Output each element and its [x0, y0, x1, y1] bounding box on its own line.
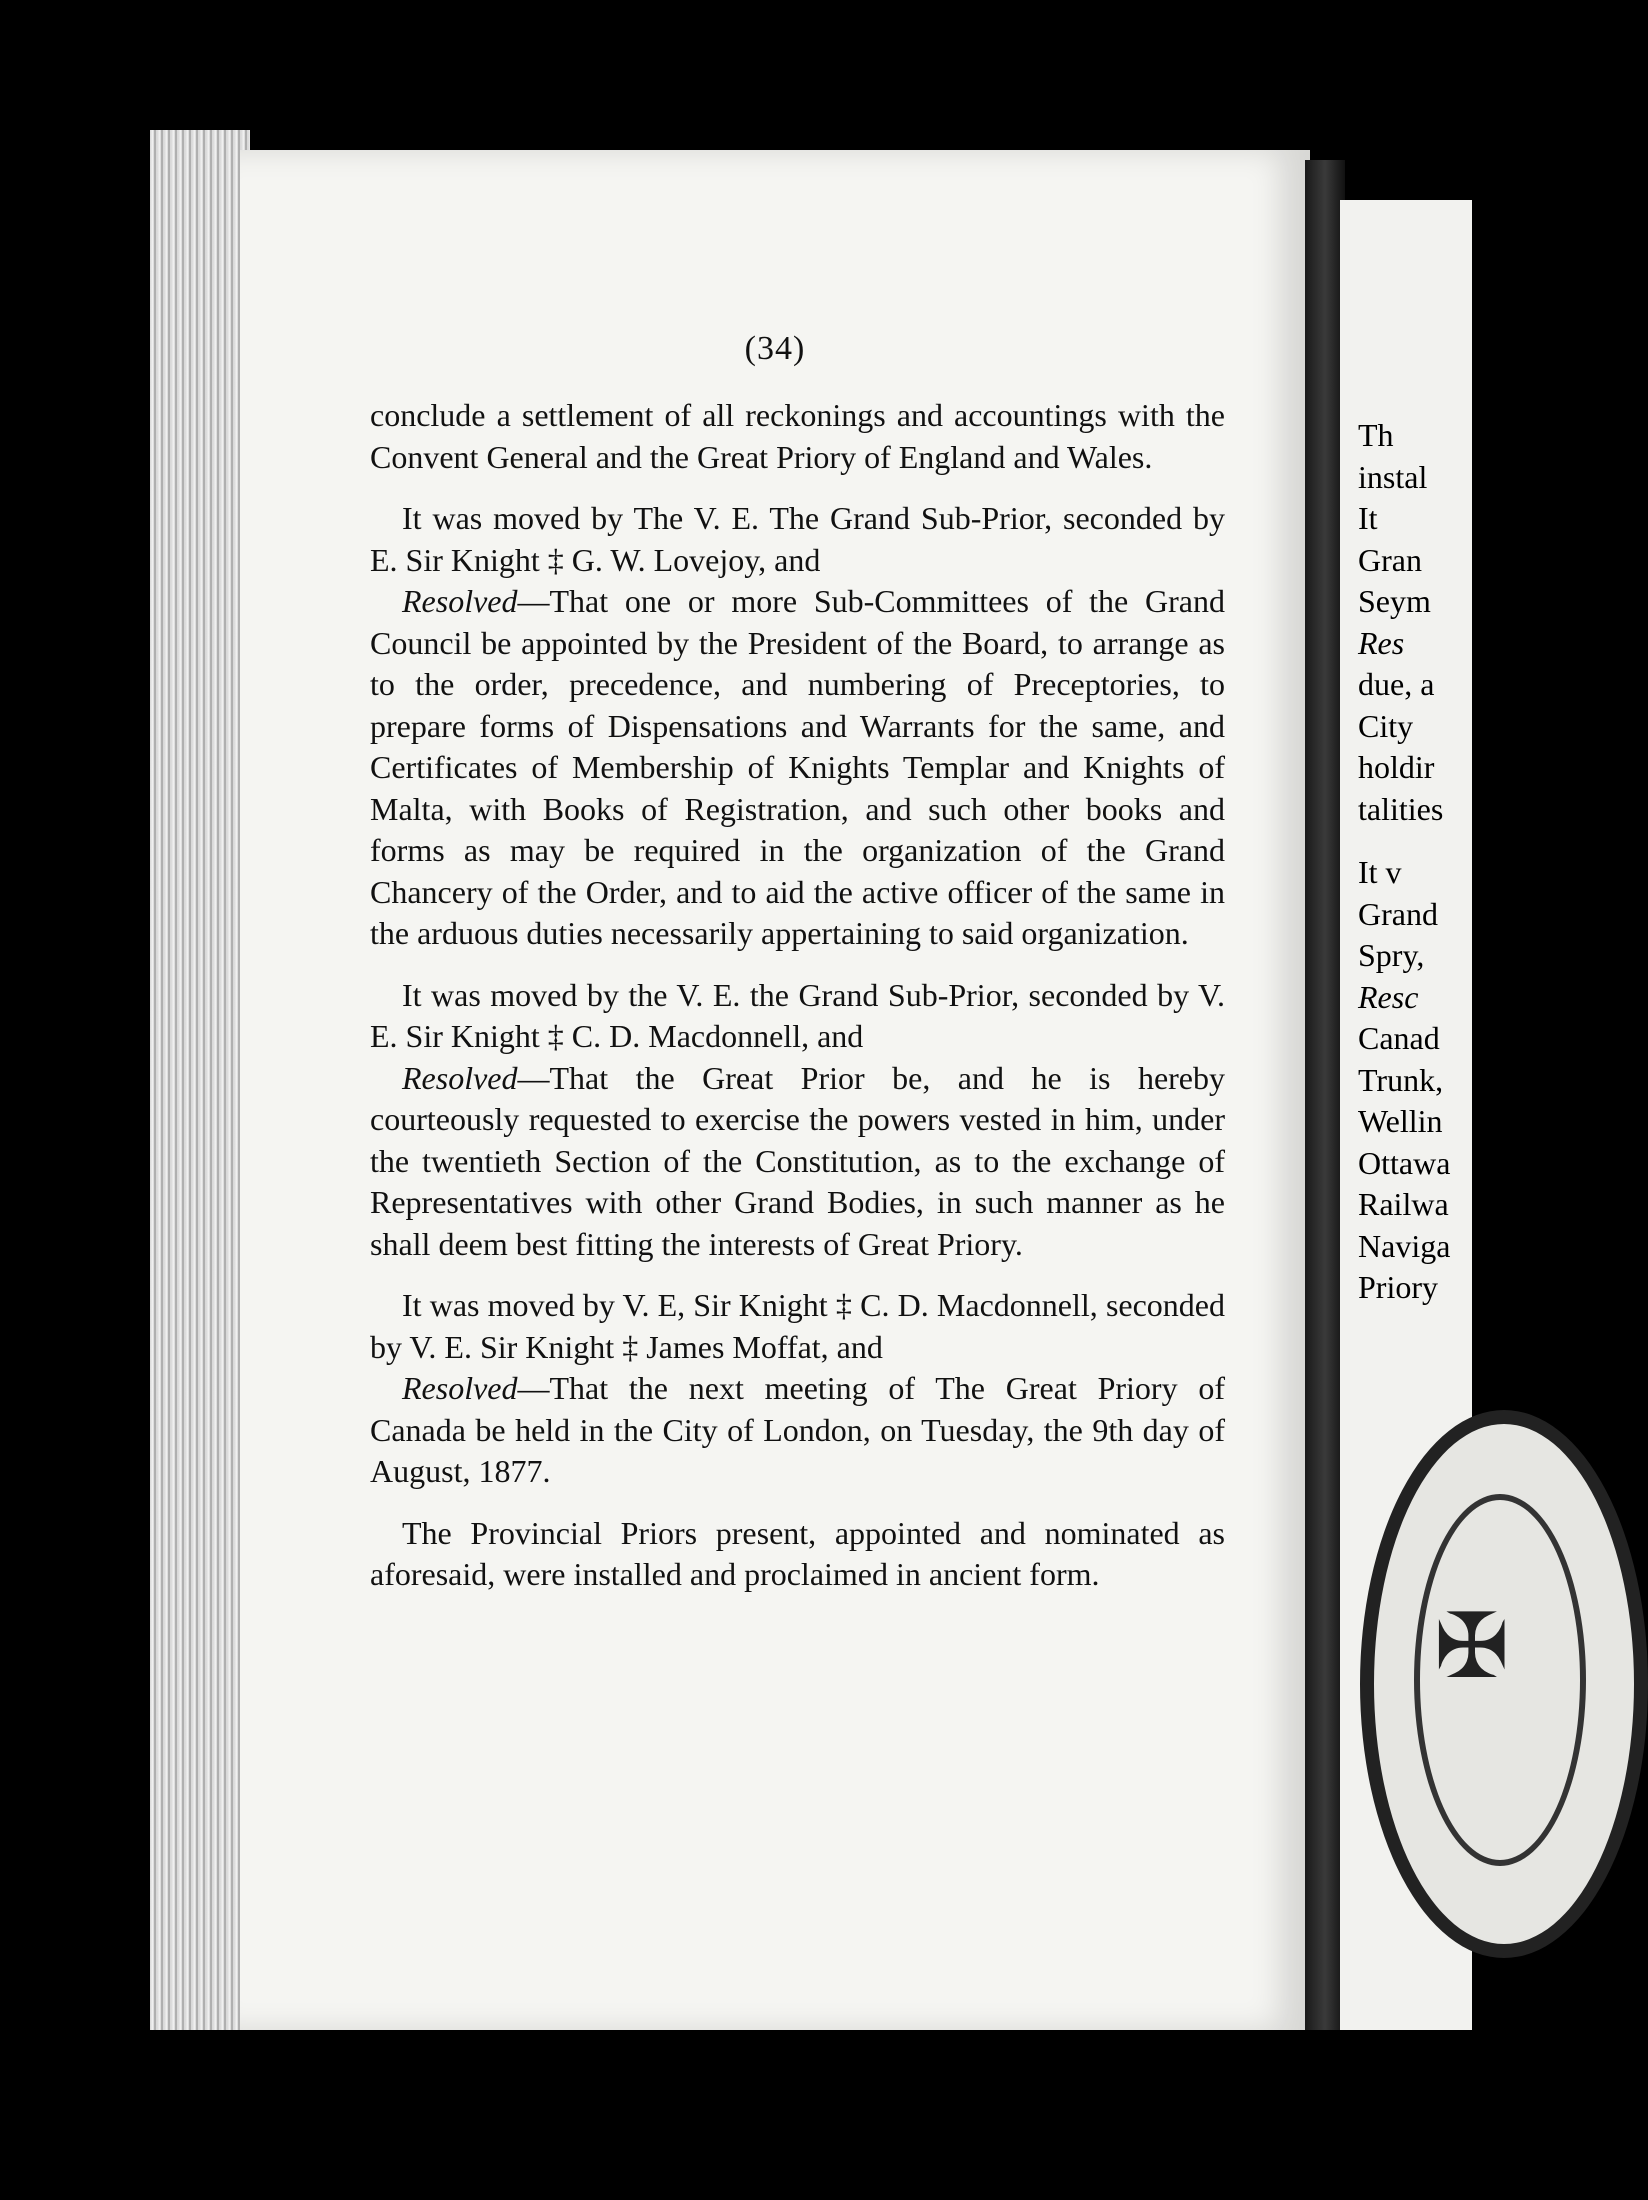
right-fragment: It [1358, 500, 1378, 536]
motion-1-text: It was moved by The V. E. The Grand Sub-Prior, seconded by E. Sir Knight ‡ G. W. Lovejoy, and [370, 500, 1225, 578]
right-fragment: Trunk, [1358, 1061, 1444, 1098]
left-page [240, 150, 1310, 2030]
right-fragment: due, a [1358, 666, 1435, 702]
right-fragment: Spry, [1358, 937, 1425, 973]
maltese-cross-icon: ✠ [1434, 1598, 1510, 1697]
resolved-2-label: Resolved [402, 1059, 518, 1096]
page-body [370, 395, 1225, 1596]
right-page [1340, 200, 1510, 2030]
right-fragment: Seym [1358, 583, 1431, 619]
right-fragment: Canad [1358, 1020, 1440, 1056]
resolved-3-label: Resolved [402, 1370, 518, 1406]
motion-3-text: It was moved by V. E, Sir Knight ‡ C. D. Macdonnell, seconded by V. E. Sir Knight ‡ James Moffat, and [370, 1287, 1225, 1365]
order-seal [1360, 1410, 1648, 1958]
motion-1 [370, 498, 1225, 955]
right-fragment: Resc [1358, 978, 1419, 1015]
right-fragment: holdir [1358, 749, 1435, 785]
resolved-1-label: Resolved [402, 583, 518, 619]
right-fragment: talities [1358, 790, 1444, 827]
closing-paragraph [370, 1513, 1225, 1596]
right-fragment: Naviga [1358, 1227, 1451, 1264]
right-fragment: Ottawa [1358, 1144, 1451, 1181]
right-fragment: City [1358, 707, 1414, 744]
motion-2-text: It was moved by the V. E. the Grand Sub-Prior, seconded by V. E. Sir Knight ‡ C. D. Macdonnell, and [370, 976, 1225, 1054]
book-gutter [1305, 160, 1345, 2030]
resolved-2-text: —That the Great Prior be, and he is hereby courteously requested to exercise the powers vested in him, under the twentieth Section of the Constitution, as to the exchange of Representatives with other Grand Bodies, in such manner as he shall deem best fitting the interests of Great Priory. [370, 1059, 1225, 1262]
right-fragment: Wellin [1358, 1103, 1443, 1139]
right-fragment: It v [1358, 854, 1402, 890]
motion-2 [370, 975, 1225, 1266]
motion-3 [370, 1285, 1225, 1493]
right-fragment: Grand [1358, 895, 1438, 932]
right-fragment: Gran [1358, 541, 1422, 578]
closing-text: The Provincial Priors present, appointed and nominated as aforesaid, were installed and proclaimed in ancient form. [370, 1514, 1225, 1592]
continuation-paragraph: conclude a settlement of all reckonings and accountings with the Convent General and the Great Priory of England and Wales. [370, 397, 1225, 475]
right-fragment: Priory [1358, 1269, 1438, 1305]
right-fragment: Th [1358, 417, 1394, 453]
resolved-3-text: —That the next meeting of The Great Priory of Canada be held in the City of London, on Tuesday, the 9th day of August, 1877. [370, 1370, 1225, 1489]
page-number: (34) [744, 330, 806, 367]
right-fragment: instal [1358, 458, 1428, 495]
book-page-edges [150, 130, 250, 2030]
right-fragment: Res [1358, 624, 1405, 661]
resolved-1-text: —That one or more Sub-Committees of the Grand Council be appointed by the President of the Board, to arrange as to the order, precedence, and numbering of Preceptories, to prepare forms of Dispensations and Warrants for the same, and Certificates of Membership of Knights Templar and Knights of Malta, with Books of Registration, and such other books and forms as may be required in the organization of the Grand Chancery of the Order, and to aid the active officer of the same in the arduous duties necessarily appertaining to said organization. [370, 583, 1225, 951]
right-fragment: Railwa [1358, 1186, 1449, 1222]
